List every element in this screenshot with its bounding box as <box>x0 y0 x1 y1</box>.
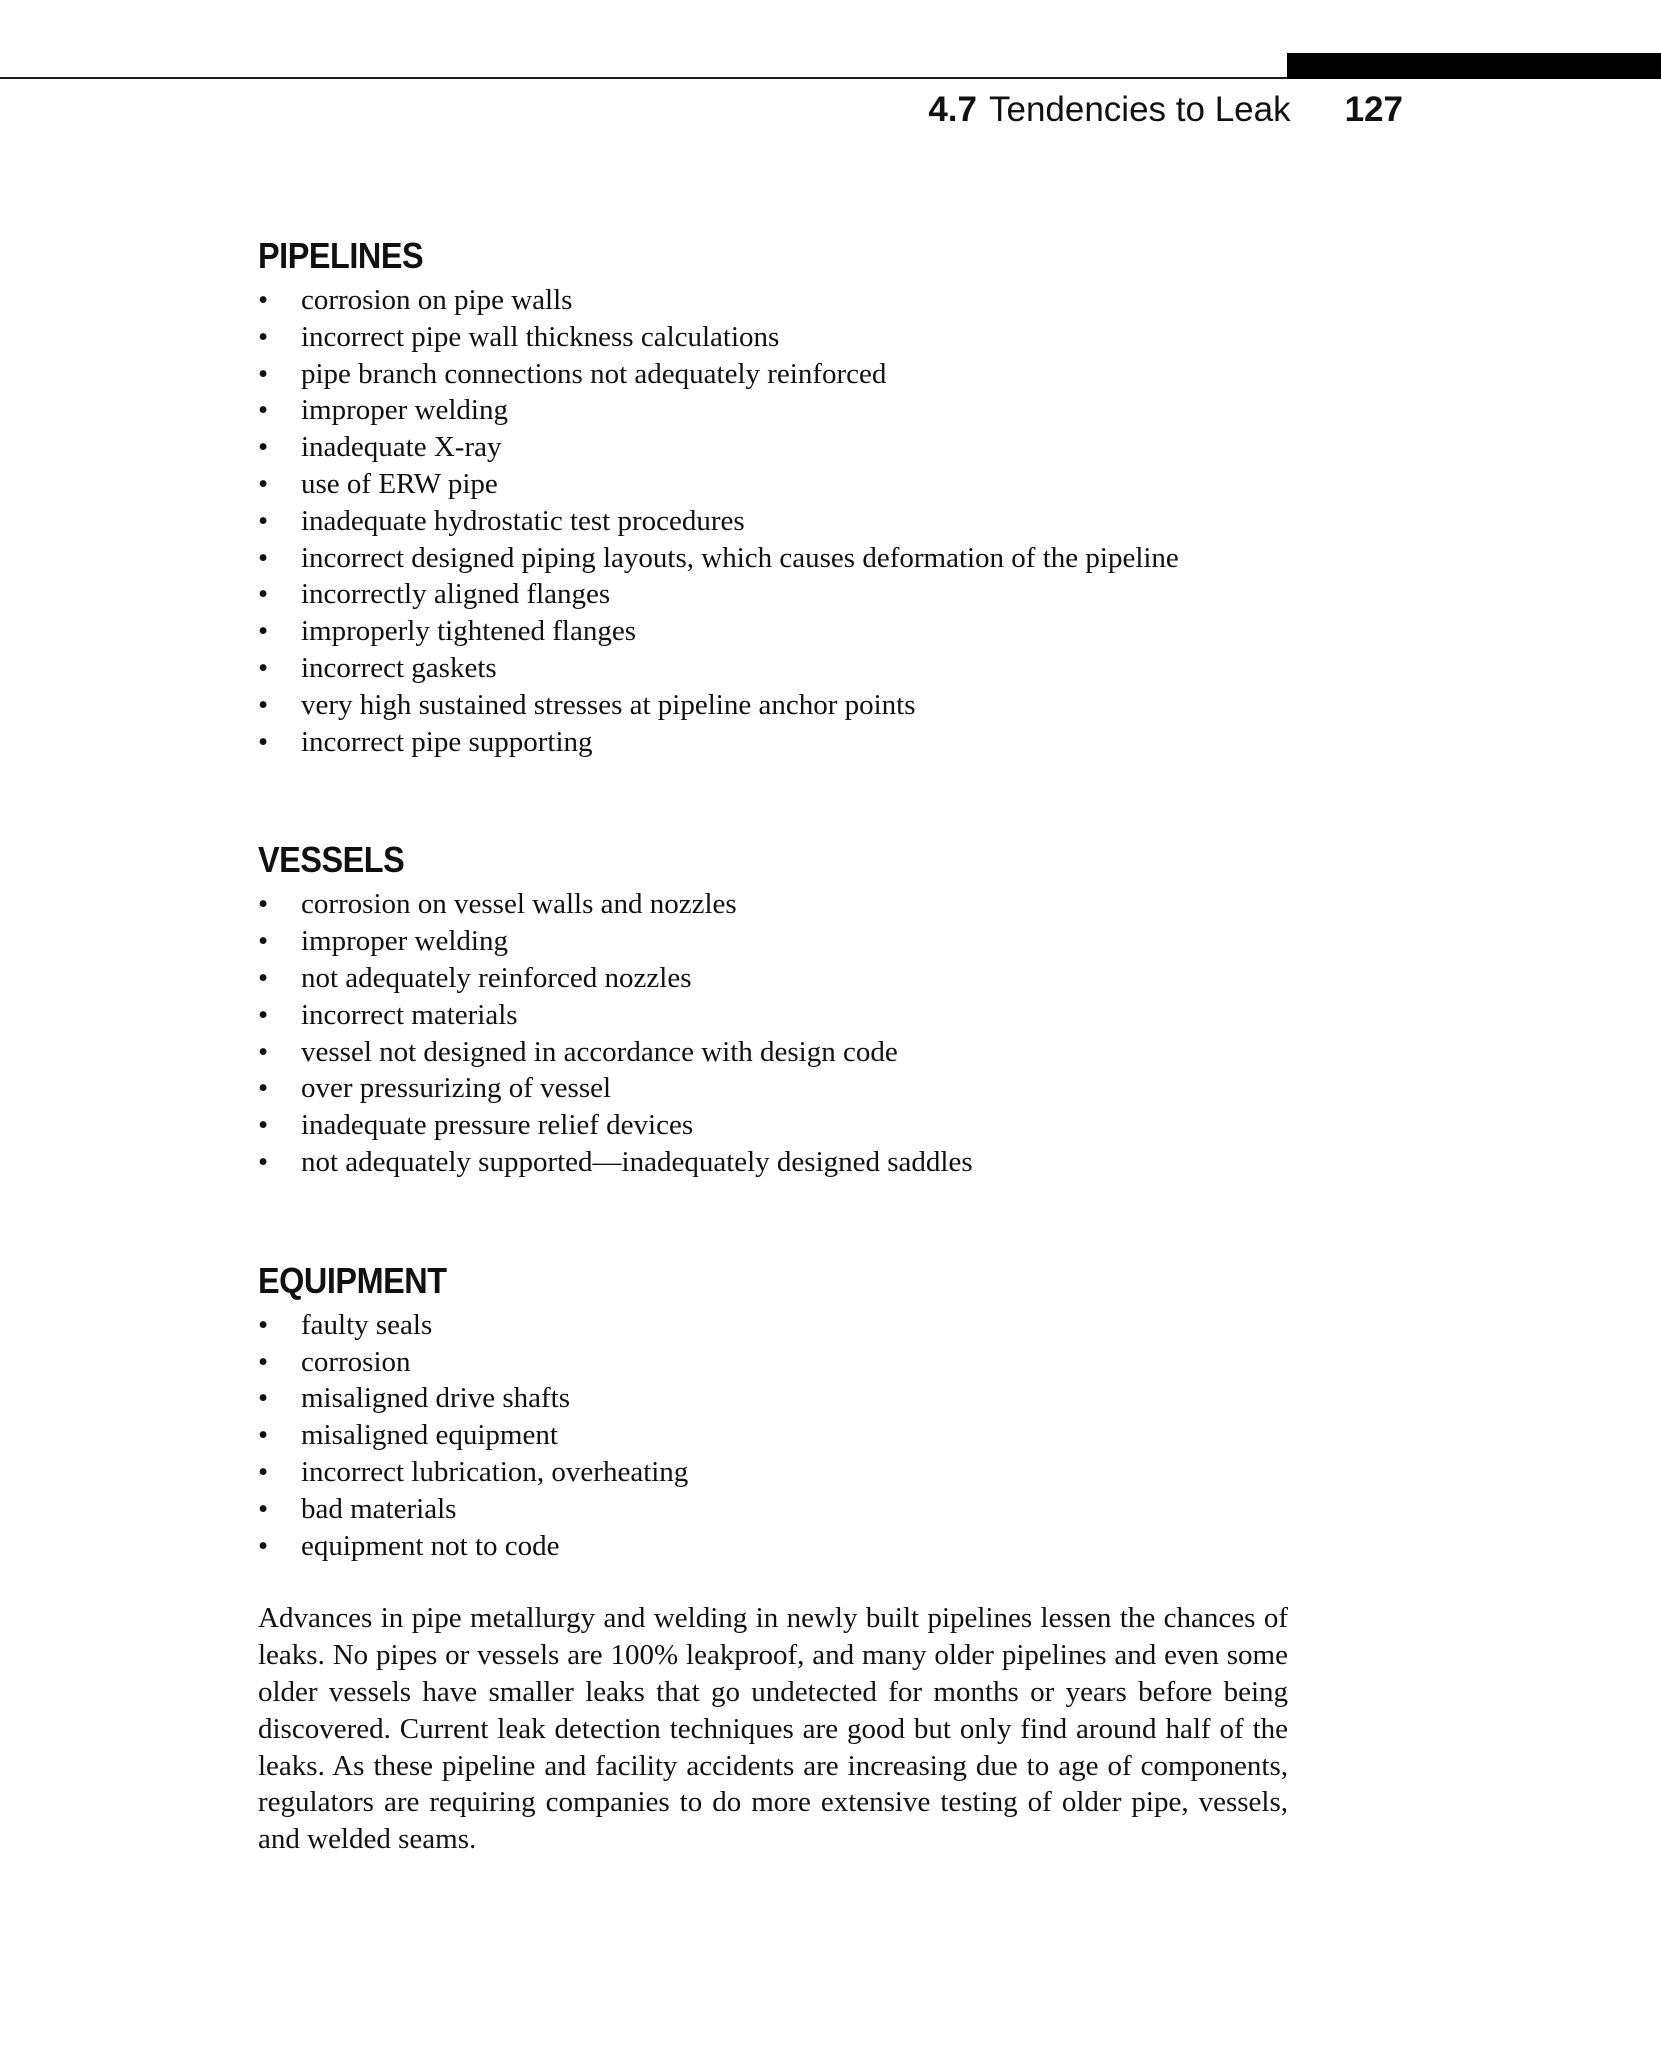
list-item: • not adequately supported—inadequately designed saddles <box>258 1144 1288 1181</box>
page-number: 127 <box>1344 90 1403 129</box>
section-title: Tendencies to Leak <box>988 90 1291 129</box>
list-item: • corrosion on pipe walls <box>258 282 1288 319</box>
list-item: • incorrectly aligned flanges <box>258 576 1288 613</box>
section-heading: VESSELS <box>258 839 405 881</box>
list-item: • inadequate hydrostatic test procedures <box>258 503 1288 540</box>
list-item: • corrosion <box>258 1344 1288 1381</box>
section-heading: PIPELINES <box>258 235 424 276</box>
list-item: • incorrect gaskets <box>258 650 1288 687</box>
list-item: • misaligned drive shafts <box>258 1380 1288 1417</box>
list-item: • inadequate pressure relief devices <box>258 1107 1288 1144</box>
list-item: • not adequately reinforced nozzles <box>258 960 1288 997</box>
bullet-list <box>258 1307 1288 1565</box>
page-content <box>258 232 1288 1858</box>
section-equipment <box>258 1257 1288 1565</box>
section-heading: EQUIPMENT <box>258 1259 447 1301</box>
bullet-list <box>258 886 1288 1180</box>
list-item: • improperly tightened flanges <box>258 613 1288 650</box>
list-item: • incorrect lubrication, overheating <box>258 1454 1288 1491</box>
running-head <box>928 86 1403 134</box>
section-vessels <box>258 836 1288 1180</box>
list-item: • corrosion on vessel walls and nozzles <box>258 886 1288 923</box>
list-item: • incorrect pipe supporting <box>258 724 1288 761</box>
list-item: • vessel not designed in accordance with design code <box>258 1034 1288 1071</box>
list-item: • pipe branch connections not adequately reinforced <box>258 356 1288 393</box>
list-item: • equipment not to code <box>258 1528 1288 1565</box>
list-item: • inadequate X-ray <box>258 429 1288 466</box>
list-item: • very high sustained stresses at pipeline anchor points <box>258 687 1288 724</box>
bullet-list <box>258 282 1288 760</box>
list-item: • improper welding <box>258 392 1288 429</box>
list-item: • improper welding <box>258 923 1288 960</box>
list-item: • incorrect materials <box>258 997 1288 1034</box>
section-number: 4.7 <box>928 90 977 129</box>
header-rule-bar <box>1287 53 1661 79</box>
list-item: • misaligned equipment <box>258 1417 1288 1454</box>
list-item: • bad materials <box>258 1491 1288 1528</box>
list-item: • over pressurizing of vessel <box>258 1070 1288 1107</box>
list-item: • incorrect pipe wall thickness calculations <box>258 319 1288 356</box>
section-pipelines <box>258 232 1288 760</box>
list-item: • incorrect designed piping layouts, which causes deformation of the pipeline <box>258 540 1288 577</box>
list-item: • faulty seals <box>258 1307 1288 1344</box>
closing-paragraph: Advances in pipe metallurgy and welding in newly built pipelines lessen the chances of leaks. No pipes or vessels are 100% leakproof, and many older pipelines and even some older vessels have smaller leaks that go undetected for months or years before being discovered. Current leak detection techniques are good but only find around half of the leaks. As these pipeline and facility accidents are increasing due to age of components, regulators are requiring companies to do more extensive testing of older pipe, vessels, and welded seams. <box>258 1602 1288 1856</box>
list-item: • use of ERW pipe <box>258 466 1288 503</box>
